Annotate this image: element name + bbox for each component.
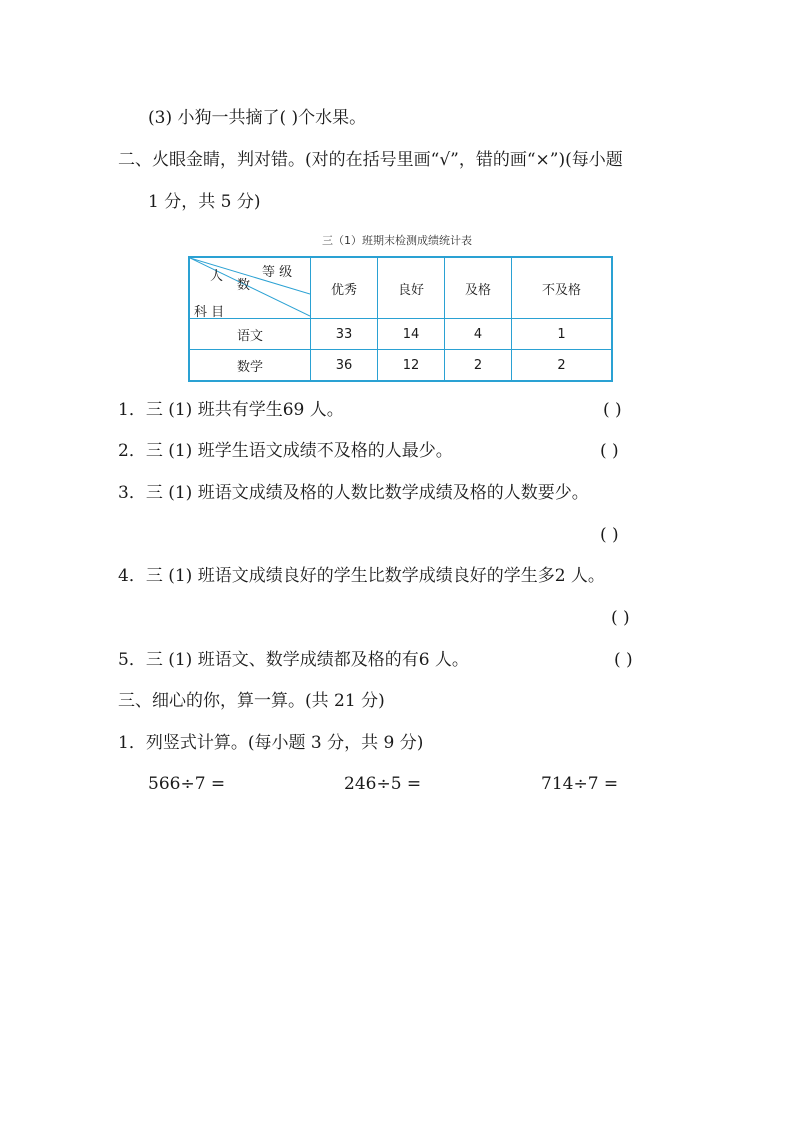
header-good: 良好 xyxy=(378,257,445,319)
answer-parentheses-5[interactable]: ( ) xyxy=(614,650,633,670)
table-caption: 三（1）班期末检测成绩统计表 xyxy=(322,234,472,247)
table-row xyxy=(189,350,612,382)
section-2-title-continued: 1 分，共 5 分) xyxy=(148,192,261,212)
corner-label-subject: 科 目 xyxy=(194,305,225,320)
corner-label-people: 人 xyxy=(210,269,224,284)
corner-label-count: 数 xyxy=(237,278,251,293)
answer-parentheses-1[interactable]: ( ) xyxy=(603,400,622,420)
table-cell: 2 xyxy=(512,350,613,382)
table-cell: 4 xyxy=(445,319,512,350)
section-2-title: 二、火眼金睛，判对错。(对的在括号里画“√”，错的画“×”)(每小题 xyxy=(118,150,623,170)
judgement-item-4: 4．三 (1) 班语文成绩良好的学生比数学成绩良好的学生多2 人。 xyxy=(118,566,605,586)
corner-label-grade: 等 级 xyxy=(262,265,293,280)
judgement-item-1: 1．三 (1) 班共有学生69 人。 xyxy=(118,400,344,420)
answer-parentheses-2[interactable]: ( ) xyxy=(600,441,619,461)
score-statistics-table xyxy=(188,256,613,382)
row-subject-chinese: 语文 xyxy=(189,319,311,350)
table-cell: 14 xyxy=(378,319,445,350)
table-row xyxy=(189,319,612,350)
division-problem-2: 246÷5 = xyxy=(344,774,422,794)
answer-parentheses-4[interactable]: ( ) xyxy=(611,608,630,628)
table-cell: 2 xyxy=(445,350,512,382)
section-3-title: 三、细心的你，算一算。(共 21 分) xyxy=(118,691,385,711)
header-excellent: 优秀 xyxy=(311,257,378,319)
table-cell: 33 xyxy=(311,319,378,350)
header-pass: 及格 xyxy=(445,257,512,319)
judgement-item-2: 2．三 (1) 班学生语文成绩不及格的人最少。 xyxy=(118,441,453,461)
row-subject-math: 数学 xyxy=(189,350,311,382)
question-3-fill-blank: (3) 小狗一共摘了( )个水果。 xyxy=(148,108,367,128)
division-problem-1: 566÷7 = xyxy=(148,774,226,794)
header-fail: 不及格 xyxy=(512,257,613,319)
section-3-subtitle: 1．列竖式计算。(每小题 3 分，共 9 分) xyxy=(118,733,424,753)
answer-parentheses-3[interactable]: ( ) xyxy=(600,525,619,545)
division-problem-3: 714÷7 = xyxy=(541,774,619,794)
table-header-row xyxy=(189,257,612,319)
table-cell: 1 xyxy=(512,319,613,350)
table-cell: 12 xyxy=(378,350,445,382)
table-cell: 36 xyxy=(311,350,378,382)
judgement-item-5: 5．三 (1) 班语文、数学成绩都及格的有6 人。 xyxy=(118,650,469,670)
judgement-item-3: 3．三 (1) 班语文成绩及格的人数比数学成绩及格的人数要少。 xyxy=(118,483,589,503)
diagonal-header-cell xyxy=(189,257,311,319)
